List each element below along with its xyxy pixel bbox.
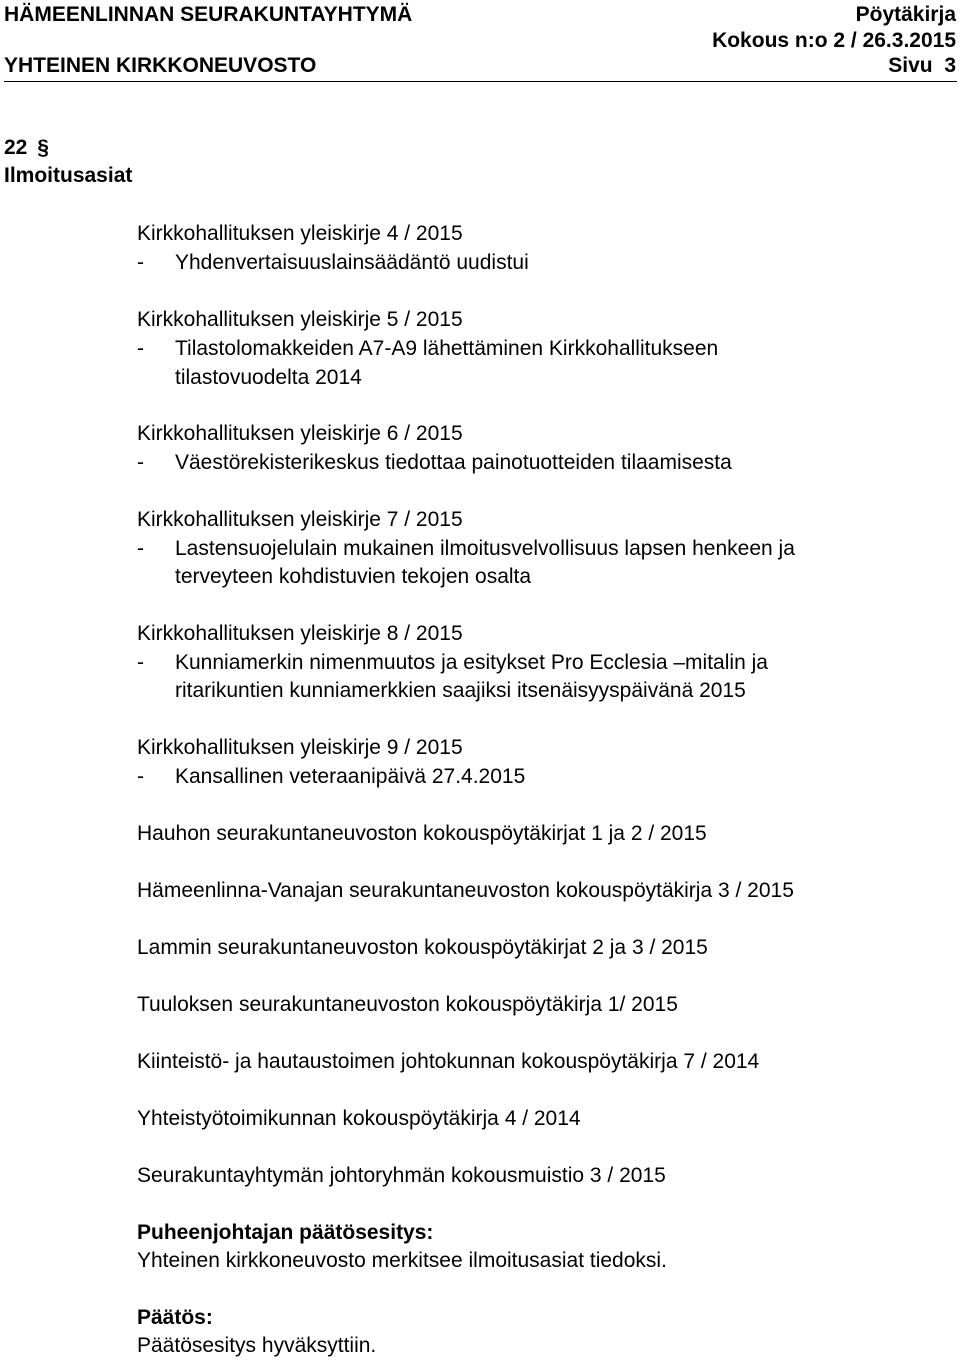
page-indicator <box>888 54 956 78</box>
notice-line: Tilastolomakkeiden A7-A9 lähettäminen Kirkkohallitukseen <box>175 337 719 360</box>
notice-line: terveyteen kohdistuvien tekojen osalta <box>175 565 532 588</box>
section-number: 22 § <box>4 136 49 159</box>
notice-line: Väestörekisterikeskus tiedottaa painotuotteiden tilaamisesta <box>175 451 732 474</box>
notice-dash: - <box>137 337 144 360</box>
notice-title: Kirkkohallituksen yleiskirje 5 / 2015 <box>137 308 463 331</box>
minutes-item: Hämeenlinna-Vanajan seurakuntaneuvoston kokouspöytäkirja 3 / 2015 <box>137 879 794 902</box>
minutes-item: Yhteistyötoimikunnan kokouspöytäkirja 4 / 2014 <box>137 1107 581 1130</box>
page-label: Sivu <box>888 54 933 77</box>
minutes-item: Seurakuntayhtymän johtoryhmän kokousmuistio 3 / 2015 <box>137 1164 666 1187</box>
proposal-heading: Puheenjohtajan päätösesitys: <box>137 1221 434 1244</box>
header-divider <box>4 81 957 82</box>
decision-heading: Päätös: <box>137 1306 213 1329</box>
section-symbol: § <box>37 136 49 159</box>
decision-text: Päätösesitys hyväksyttiin. <box>137 1334 377 1357</box>
notice-line: ritarikuntien kunniamerkkien saajiksi itsenäisyyspäivänä 2015 <box>175 679 746 702</box>
notice-line: tilastovuodelta 2014 <box>175 366 362 389</box>
notice-title: Kirkkohallituksen yleiskirje 8 / 2015 <box>137 622 463 645</box>
notice-line: Lastensuojelulain mukainen ilmoitusvelvollisuus lapsen henkeen ja <box>175 537 795 560</box>
notice-dash: - <box>137 537 144 560</box>
notice-dash: - <box>137 651 144 674</box>
notice-line: Kansallinen veteraanipäivä 27.4.2015 <box>175 765 526 788</box>
notice-title: Kirkkohallituksen yleiskirje 9 / 2015 <box>137 736 463 759</box>
minutes-item: Tuuloksen seurakuntaneuvoston kokouspöytäkirja 1/ 2015 <box>137 993 678 1016</box>
minutes-item: Lammin seurakuntaneuvoston kokouspöytäkirjat 2 ja 3 / 2015 <box>137 936 708 959</box>
proposal-text: Yhteinen kirkkoneuvosto merkitsee ilmoitusasiat tiedoksi. <box>137 1249 667 1272</box>
minutes-item: Hauhon seurakuntaneuvoston kokouspöytäkirjat 1 ja 2 / 2015 <box>137 822 707 845</box>
notice-dash: - <box>137 765 144 788</box>
notice-dash: - <box>137 251 144 274</box>
notice-title: Kirkkohallituksen yleiskirje 7 / 2015 <box>137 508 463 531</box>
section-title: Ilmoitusasiat <box>4 164 133 187</box>
document-type: Pöytäkirja <box>855 3 956 26</box>
minutes-item: Kiinteistö- ja hautaustoimen johtokunnan kokouspöytäkirja 7 / 2014 <box>137 1050 760 1073</box>
notice-title: Kirkkohallituksen yleiskirje 4 / 2015 <box>137 222 463 245</box>
page-number: 3 <box>944 54 956 77</box>
notice-dash: - <box>137 451 144 474</box>
body-name: YHTEINEN KIRKKONEUVOSTO <box>4 54 317 77</box>
notice-title: Kirkkohallituksen yleiskirje 6 / 2015 <box>137 422 463 445</box>
notice-line: Yhdenvertaisuuslainsäädäntö uudistui <box>175 251 529 274</box>
organization-name: HÄMEENLINNAN SEURAKUNTAYHTYMÄ <box>4 3 413 26</box>
meeting-info: Kokous n:o 2 / 26.3.2015 <box>712 29 956 52</box>
notice-line: Kunniamerkin nimenmuutos ja esitykset Pro Ecclesia –mitalin ja <box>175 651 768 674</box>
